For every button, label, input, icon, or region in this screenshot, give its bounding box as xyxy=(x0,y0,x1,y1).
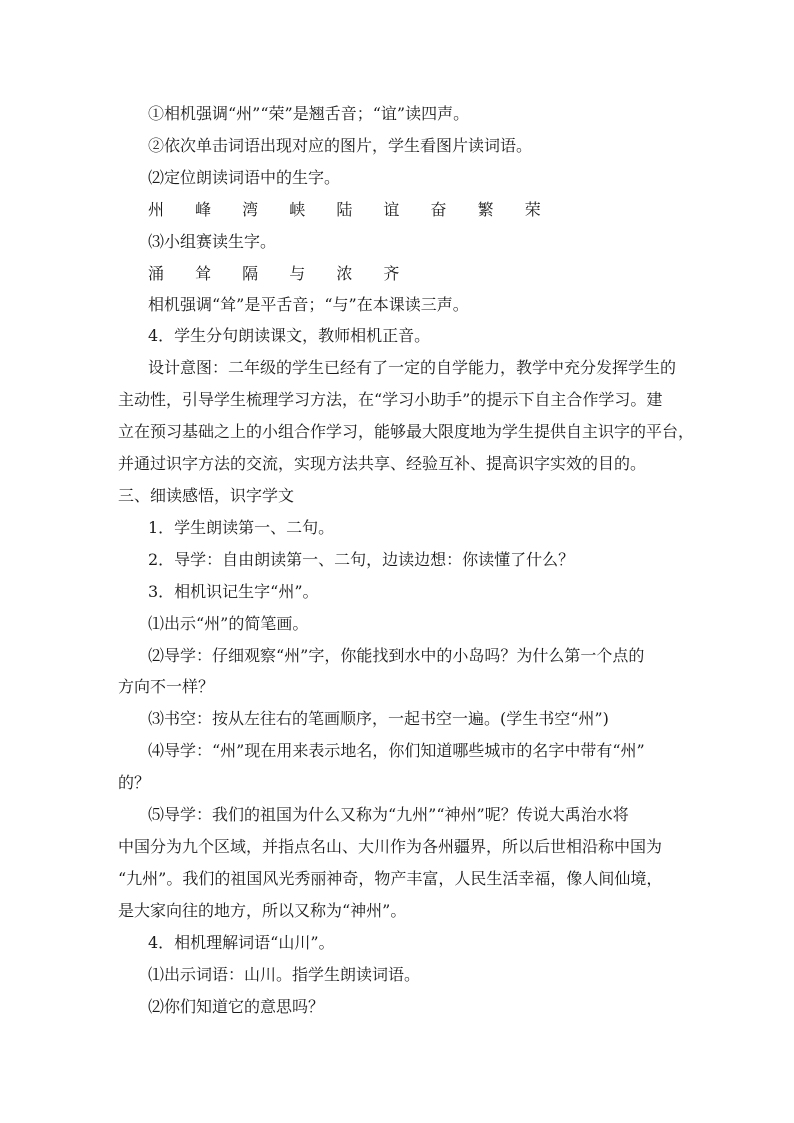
text-line: 的？ xyxy=(118,773,151,792)
text-line: 设计意图：二年级的学生已经有了一定的自学能力，教学中充分发挥学生的 xyxy=(148,358,677,377)
text-line: ⑷导学：“州”现在用来表示地名，你们知道哪些城市的名字中带有“州” xyxy=(148,741,645,760)
text-line: 4．相机理解词语“山川”。 xyxy=(148,933,335,952)
text-line: ⑴出示词语：山川。指学生朗读词语。 xyxy=(148,965,421,984)
text-line: 4．学生分句朗读课文，教师相机正音。 xyxy=(148,326,431,345)
character-list: 州 峰 湾 峡 陆 谊 奋 繁 荣 xyxy=(148,200,554,219)
text-line: 是大家向往的地方，所以又称为“神州”。 xyxy=(118,901,407,920)
text-line: ⑸导学：我们的祖国为什么又称为“九州”“神州”呢？传说大禹治水将 xyxy=(148,805,629,824)
text-line: 中国分为九个区域，并指点名山、大川作为各州疆界，所以后世相沿称中国为 xyxy=(118,837,663,856)
text-line: ⑵导学：仔细观察“州”字，你能找到水中的小岛吗？为什么第一个点的 xyxy=(148,646,645,665)
text-line: 2．导学：自由朗读第一、二句，边读边想：你读懂了什么？ xyxy=(148,550,575,569)
character-list: 涌 耸 隔 与 浓 齐 xyxy=(148,264,413,283)
text-line: 相机强调“耸”是平舌音；“与”在本课读三声。 xyxy=(148,295,469,314)
text-line: ⑶书空：按从左往右的笔画顺序，一起书空一遍。(学生书空“州”) xyxy=(148,709,609,728)
text-line: ⑵定位朗读词语中的生字。 xyxy=(148,168,341,187)
text-line: ⑴出示“州”的简笔画。 xyxy=(148,614,309,633)
text-line: ②依次单击词语出现对应的图片，学生看图片读词语。 xyxy=(148,136,533,155)
text-line: ⑵你们知道它的意思吗？ xyxy=(148,997,325,1016)
text-line: 3．相机识记生字“州”。 xyxy=(148,582,319,601)
text-line: 并通过识字方法的交流，实现方法共享、经验互补、提高识字实效的目的。 xyxy=(118,454,647,473)
section-heading: 三、细读感悟，识字学文 xyxy=(118,486,295,505)
text-line: ⑶小组赛读生字。 xyxy=(148,232,277,251)
text-line: 主动性，引导学生梳理学习方法，在“学习小助手”的提示下自主合作学习。建 xyxy=(118,390,663,409)
text-line: “九州”。我们的祖国风光秀丽神奇，物产丰富，人民生活幸福，像人间仙境， xyxy=(118,869,663,888)
text-line: 1．学生朗读第一、二句。 xyxy=(148,518,335,537)
text-line: ①相机强调“州”“荣”是翘舌音；“谊”读四声。 xyxy=(148,104,470,123)
text-line: 方向不一样？ xyxy=(118,677,215,696)
text-line: 立在预习基础之上的小组合作学习，能够最大限度地为学生提供自主识字的平台， xyxy=(118,422,695,441)
